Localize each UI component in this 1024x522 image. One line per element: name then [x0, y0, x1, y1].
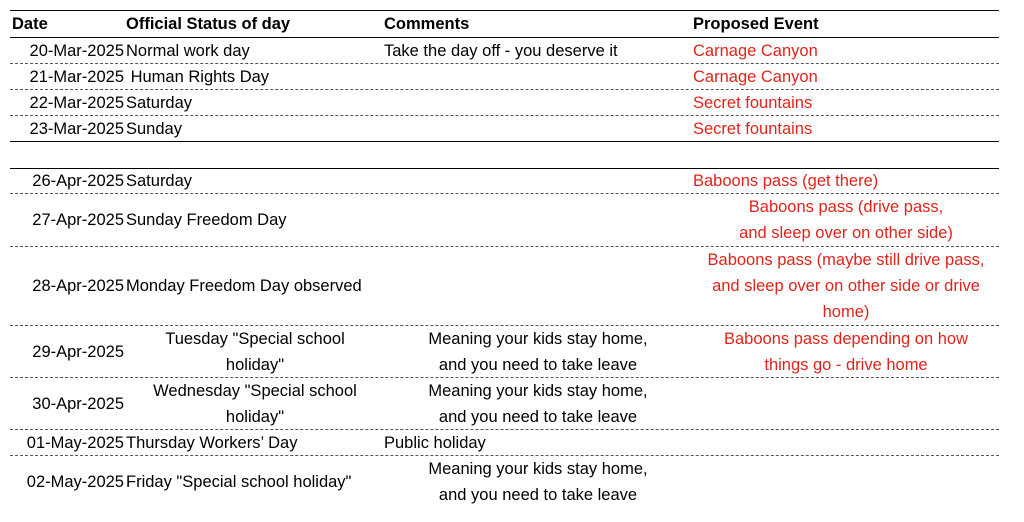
event-cell	[693, 326, 999, 377]
table-row	[10, 456, 999, 508]
schedule-table	[10, 10, 999, 508]
date-cell: 01-May-2025	[26, 433, 124, 452]
table-row	[10, 194, 999, 247]
status-line: Sunday Freedom Day	[126, 211, 287, 229]
status-line: holiday"	[225, 355, 285, 374]
status-cell	[126, 430, 384, 455]
event-cell	[693, 169, 999, 193]
event-cell: Secret fountains	[693, 93, 813, 112]
table-row	[10, 116, 999, 142]
status-cell	[126, 169, 384, 193]
comments-cell	[384, 378, 692, 429]
comments-line: Public holiday	[384, 433, 486, 452]
status-cell	[126, 247, 384, 325]
comments-line: and you need to take leave	[438, 407, 638, 426]
event-line: Baboons pass (drive pass,	[748, 198, 944, 216]
comments-line: Meaning your kids stay home,	[428, 460, 648, 478]
event-line: Baboons pass depending on how	[723, 329, 969, 348]
header-status: Official Status of day	[126, 15, 291, 33]
event-cell: Carnage Canyon	[693, 41, 818, 60]
status-line: Wednesday "Special school	[153, 381, 357, 400]
event-line: and sleep over on other side)	[739, 224, 953, 242]
status-cell: Sunday	[126, 119, 182, 138]
date-cell: 02-May-2025	[26, 473, 124, 491]
event-cell	[693, 378, 999, 429]
comments-line: Meaning your kids stay home,	[428, 381, 648, 400]
status-line: holiday"	[225, 407, 285, 426]
comments-line: and you need to take leave	[438, 486, 638, 504]
event-cell	[693, 430, 999, 455]
event-line: Baboons pass (get there)	[693, 172, 879, 190]
comments-cell	[384, 194, 692, 246]
event-cell	[693, 247, 999, 325]
date-cell: 29-Apr-2025	[32, 342, 124, 361]
date-cell: 30-Apr-2025	[32, 394, 124, 413]
comments-line: Meaning your kids stay home,	[428, 329, 648, 348]
status-line: Friday "Special school holiday"	[126, 473, 352, 491]
status-cell	[126, 456, 384, 508]
date-cell: 26-Apr-2025	[32, 172, 124, 190]
comments-cell	[384, 247, 692, 325]
status-line: Saturday	[126, 172, 193, 190]
date-cell: 22-Mar-2025	[29, 93, 124, 112]
block-spacer	[10, 142, 999, 168]
status-cell: Human Rights Day	[126, 67, 270, 86]
table-row	[10, 90, 999, 116]
header-event: Proposed Event	[693, 15, 819, 33]
status-cell: Normal work day	[126, 41, 250, 60]
event-cell: Carnage Canyon	[693, 67, 818, 86]
header-row	[10, 10, 999, 38]
status-line: Thursday Workers’ Day	[126, 433, 298, 452]
status-cell	[126, 326, 384, 377]
date-cell: 21-Mar-2025	[29, 67, 124, 86]
status-cell	[126, 194, 384, 246]
comments-cell	[384, 430, 692, 455]
comments-cell	[384, 90, 692, 115]
header-date: Date	[12, 15, 48, 33]
comments-cell: Take the day off - you deserve it	[384, 41, 618, 60]
event-line: home)	[822, 303, 870, 321]
event-line: Baboons pass (maybe still drive pass,	[707, 251, 985, 269]
header-comments: Comments	[384, 15, 470, 33]
status-cell: Saturday	[126, 93, 193, 112]
event-cell	[693, 456, 999, 508]
table-row	[10, 38, 999, 64]
table-row	[10, 326, 999, 378]
status-line: Tuesday "Special school	[165, 329, 345, 348]
table-row	[10, 247, 999, 326]
table-row	[10, 168, 999, 194]
comments-cell	[384, 116, 692, 141]
table-row	[10, 64, 999, 90]
date-cell: 23-Mar-2025	[29, 119, 124, 138]
event-line: things go - drive home	[764, 355, 928, 374]
comments-line: and you need to take leave	[438, 355, 638, 374]
status-line: Monday Freedom Day observed	[126, 277, 362, 295]
date-cell: 20-Mar-2025	[29, 41, 124, 60]
status-cell	[126, 378, 384, 429]
comments-cell	[384, 456, 692, 508]
event-line: and sleep over on other side or drive	[712, 277, 980, 295]
date-cell: 27-Apr-2025	[32, 211, 124, 229]
event-cell: Secret fountains	[693, 119, 813, 138]
comments-cell	[384, 169, 692, 193]
comments-cell	[384, 64, 692, 89]
date-cell: 28-Apr-2025	[32, 277, 124, 295]
table-row	[10, 430, 999, 456]
comments-cell	[384, 326, 692, 377]
table-row	[10, 378, 999, 430]
event-cell	[693, 194, 999, 246]
